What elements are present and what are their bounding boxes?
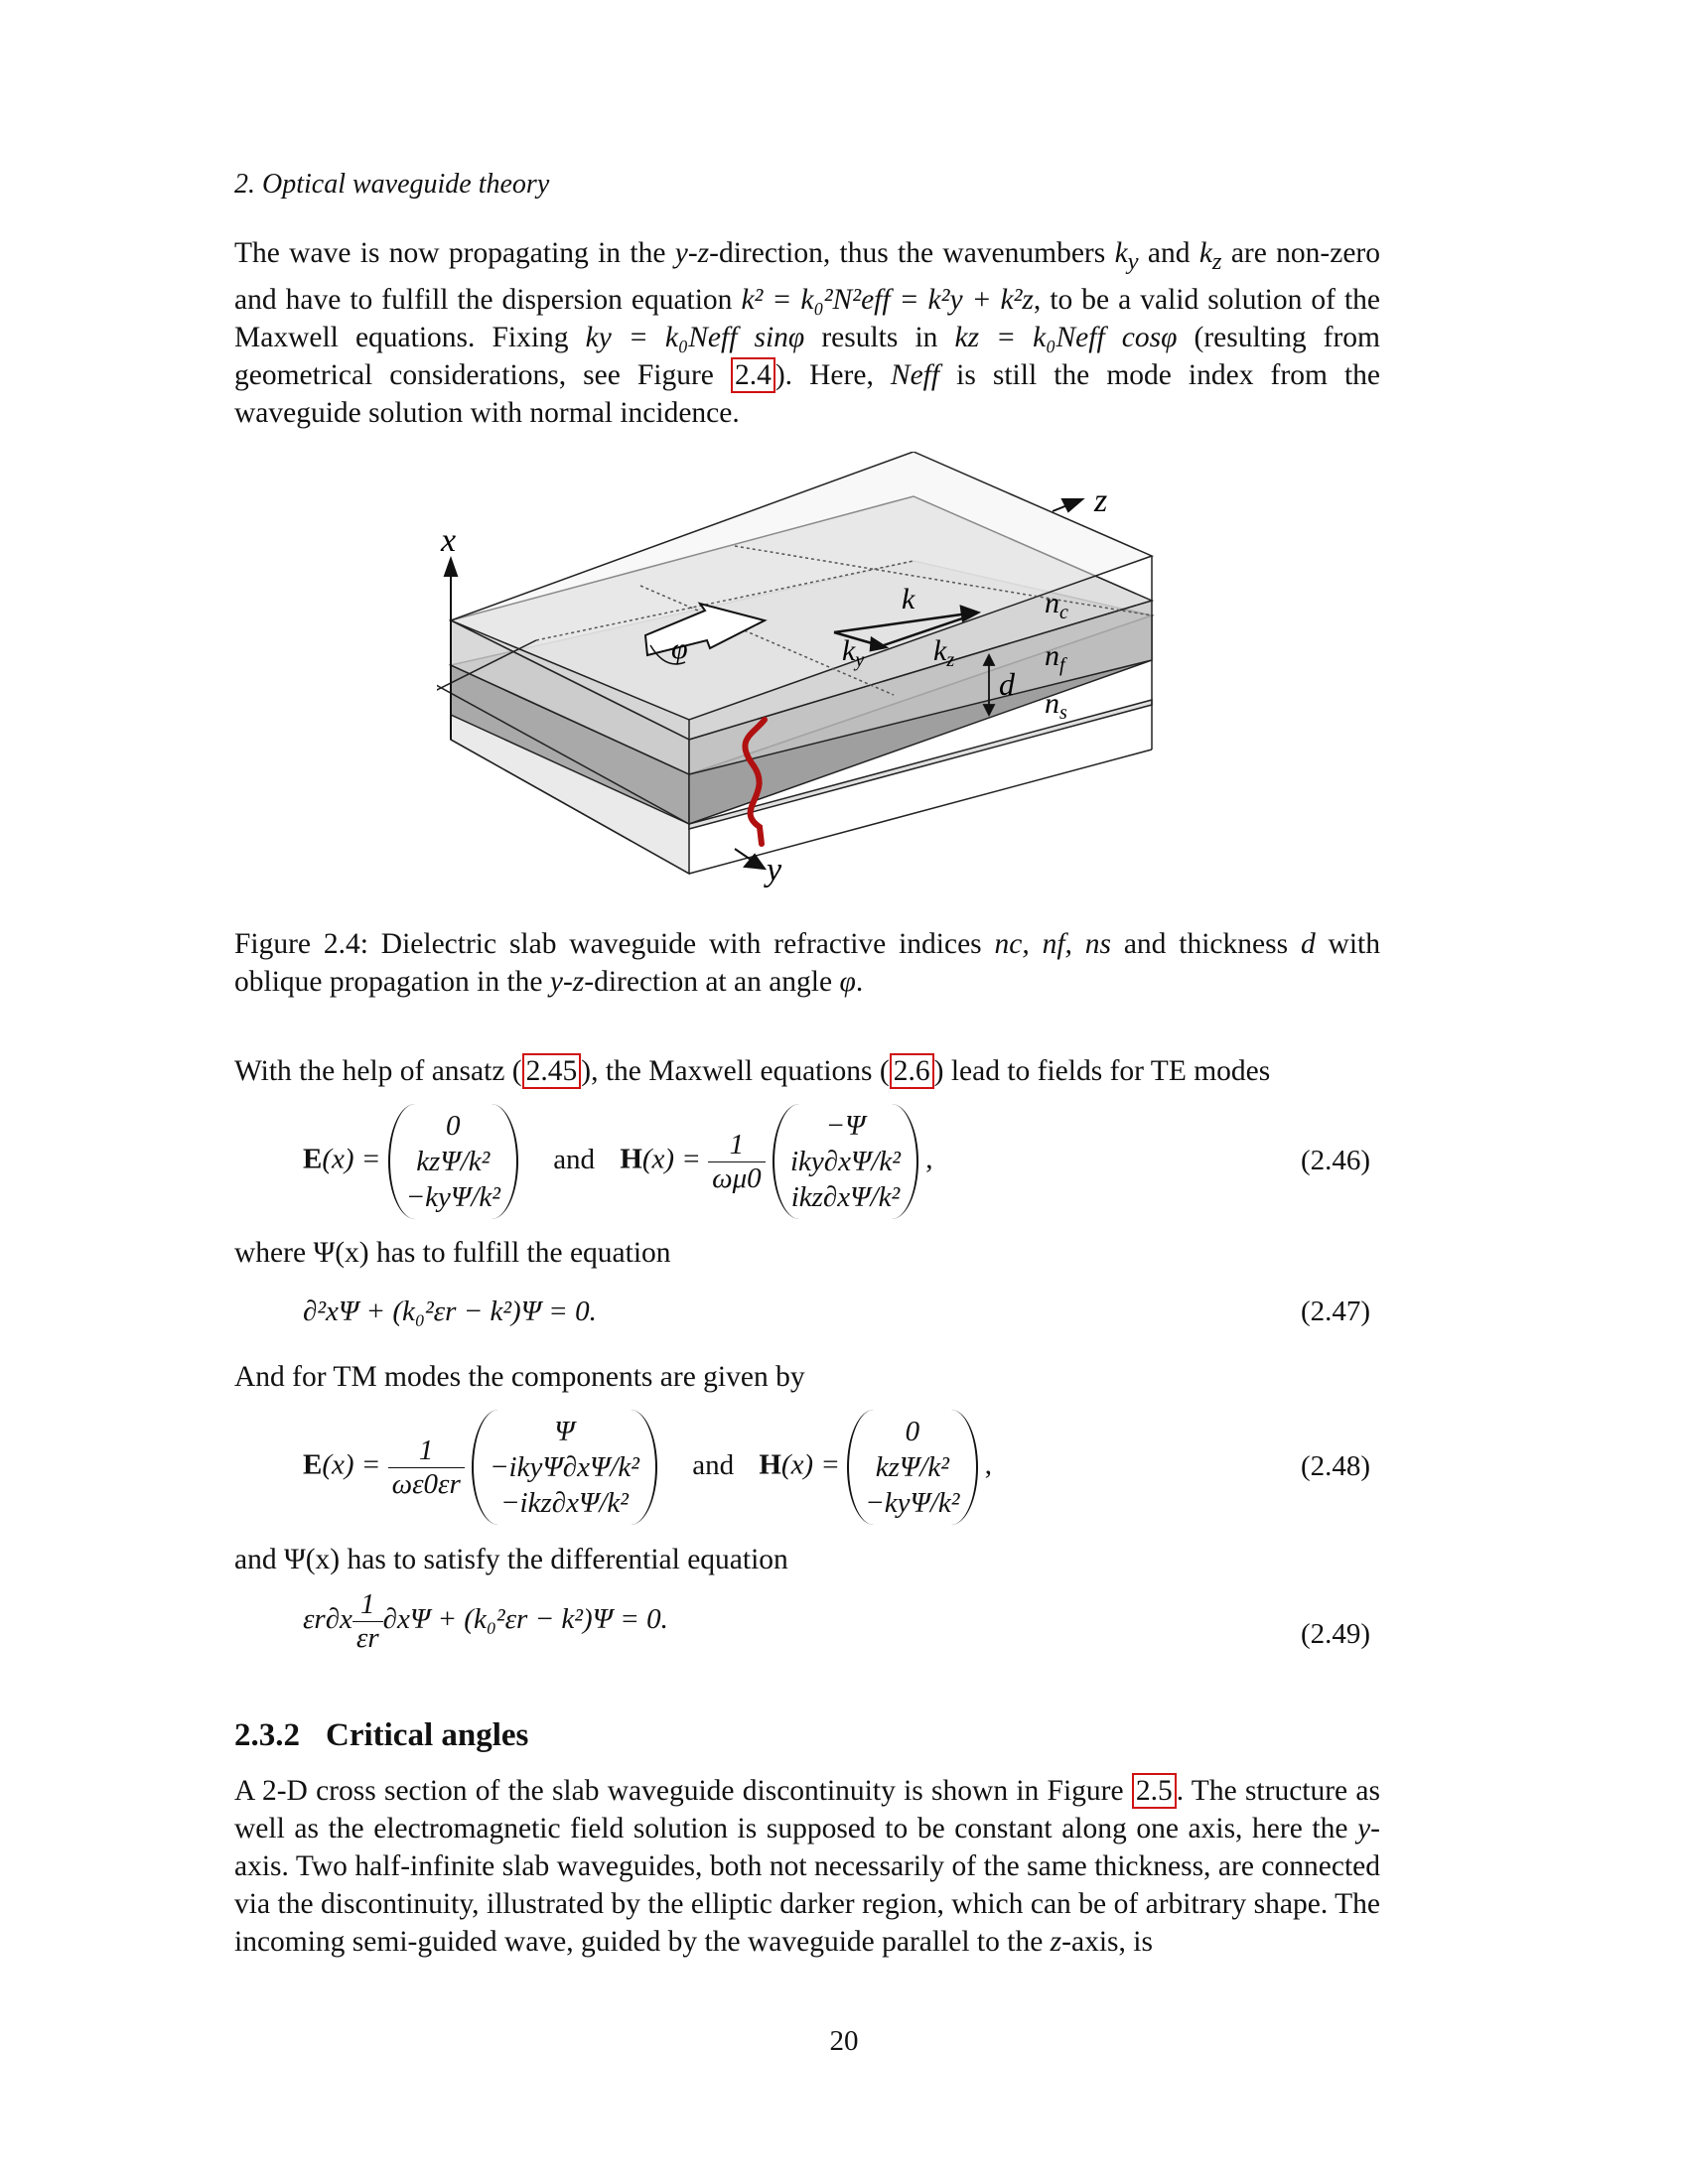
H-vector [773,1104,918,1219]
text: , to be a valid solution of the Maxwell equations. Fixing [234,283,1381,353]
comma: , [925,1143,933,1175]
E-vector [388,1104,518,1219]
and-word: and [553,1143,596,1175]
kz-label: $k_z$ [933,634,955,671]
equation-number: (2.46) [1301,1145,1371,1176]
text: ), the Maxwell equations ( [581,1055,890,1087]
vector-entry: Ψ [554,1416,575,1447]
argument: (x) = [641,1143,701,1175]
satisfy-line: and Ψ(x) has to satisfy the differential equation [234,1544,788,1575]
equation-link[interactable]: 2.6 [890,1053,934,1089]
math-indices: nc, nf, ns [994,928,1111,960]
H-symbol: H [620,1143,642,1175]
paragraph-intro [234,234,1380,432]
vector-entry: −ikz∂xΨ/k² [499,1487,629,1519]
equation-2-46 [303,1104,932,1219]
nc-label: $n_c$ [1045,587,1068,623]
figure-link[interactable]: 2.4 [731,357,775,393]
equation-2-48 [303,1410,992,1525]
E-symbol: E [303,1448,323,1481]
text: . The structure as well as the electromagnetic field solution is supposed to be constant along one axis, here the [234,1775,1380,1844]
vector-entry: kzΨ/k² [875,1451,949,1483]
math-neff: Neff [890,358,940,391]
equation-number: (2.47) [1301,1296,1371,1327]
text: . [855,966,864,998]
text: Figure 2.4: Dielectric slab waveguide with refractive indices [234,928,995,960]
argument: (x) = [322,1143,381,1175]
axis-x-label: x [441,522,457,559]
equation-2-47: ∂²xΨ + (k₀²εr − k²)Ψ = 0. [303,1296,597,1327]
vector-entry: −kyΨ/k² [865,1487,960,1519]
phi-label: φ [671,632,688,665]
fraction: $\frac{1}{\omega\mu 0}$ [708,1129,766,1195]
axis-z-label: z [1094,482,1108,519]
figure-link[interactable]: 2.5 [1132,1773,1177,1809]
where-line: where Ψ(x) has to fulfill the equation [234,1237,671,1269]
vector-entry: ikz∂xΨ/k² [790,1181,901,1213]
z-axis-arrowhead [1062,499,1082,511]
math-kz: $k_z$ [1198,237,1222,275]
argument: (x) = [780,1448,840,1481]
text: and thickness [1110,928,1301,960]
vector-entry: −ikyΨ∂xΨ/k² [489,1451,639,1483]
axis-y-label: y [767,852,782,888]
vector-entry: 0 [446,1110,461,1142]
d-label: d [999,666,1015,702]
argument: (x) = [322,1448,381,1481]
vector-entry: −Ψ [825,1110,866,1142]
text: -direction at an angle [584,966,840,998]
math-y: y [1357,1813,1371,1844]
text: With the help of ansatz ( [234,1055,522,1087]
fraction: $\frac{1}{\varepsilon r}$ [352,1588,383,1655]
text: -axis. Two half-infinite slab waveguides, both not necessarily of the same thickness, are connected via the discontinuity, illustrated by the elliptic darker region, which can be of arbitrary shape. The incoming semi-guided wave, guided by the waveguide parallel to the [234,1813,1380,1958]
and-word: and [692,1448,735,1481]
figure-caption [234,925,1380,1001]
math-phi: φ [839,966,856,998]
ns-label: $n_s$ [1045,687,1067,724]
H-vector [847,1410,977,1525]
E-vector [472,1410,657,1525]
text: with oblique propagation in the [234,928,1380,998]
text: A 2-D cross section of the slab waveguide discontinuity is shown in Figure [234,1775,1132,1807]
E-symbol: E [303,1143,323,1175]
vector-entry: −kyΨ/k² [405,1181,500,1213]
text: and [1138,237,1199,269]
text: results in [804,321,955,353]
page-number: 20 [829,2025,859,2057]
eq-part: εr∂x [303,1603,352,1636]
k-label: k [902,583,915,615]
H-symbol: H [759,1448,781,1481]
text: are non-zero and have to fulfill the dispersion equation [234,237,1380,316]
text: is still the mode index from the waveguide solution with normal incidence. [234,358,1380,429]
ky-label: $k_y$ [842,634,865,671]
nf-label: $n_f$ [1045,639,1065,676]
dispersion-equation: k² = k₀²N²eff = k²y + k²z [741,283,1034,316]
comma: , [984,1448,992,1481]
vector-entry: iky∂xΨ/k² [789,1146,901,1177]
text: ) lead to fields for TE modes [933,1055,1271,1087]
fraction: $\frac{1}{\omega\varepsilon 0\varepsilon r}$ [388,1434,465,1501]
math-z: z [1050,1926,1062,1958]
equation-link[interactable]: 2.45 [522,1053,582,1089]
slab-waveguide-figure [437,452,1192,908]
x-axis-arrowhead [445,559,457,576]
text: The wave is now propagating in the [234,237,675,269]
text: ). Here, [774,358,891,391]
text: (resulting from geometrical considerations, see Figure [234,321,1381,391]
vector-entry: 0 [905,1416,920,1447]
section-number: 2.3.2 [234,1717,300,1753]
math-yz: y-z [549,966,585,998]
math-d: d [1300,928,1316,960]
equation-number: (2.49) [1301,1618,1371,1650]
equation-2-49 [303,1588,668,1655]
section-heading [234,1717,528,1754]
running-head: 2. Optical waveguide theory [234,169,550,200]
math-result-kz: kz = k₀Neff cosφ [954,321,1178,353]
equation-number: (2.48) [1301,1450,1371,1482]
math-ky: $k_y$ [1114,237,1139,275]
math-fix-ky: ky = k₀Neff sinφ [585,321,805,353]
section-title: Critical angles [326,1717,529,1753]
text: -axis, is [1061,1926,1153,1958]
paragraph-te [234,1052,1380,1090]
eq-part: ∂xΨ + (k₀²εr − k²)Ψ = 0. [382,1603,668,1636]
math-yz: y-z [674,237,710,269]
tm-line: And for TM modes the components are given by [234,1361,805,1393]
paragraph-critical-angles [234,1772,1380,1961]
text: -direction, thus the wavenumbers [709,237,1115,269]
vector-entry: kzΨ/k² [416,1146,491,1177]
